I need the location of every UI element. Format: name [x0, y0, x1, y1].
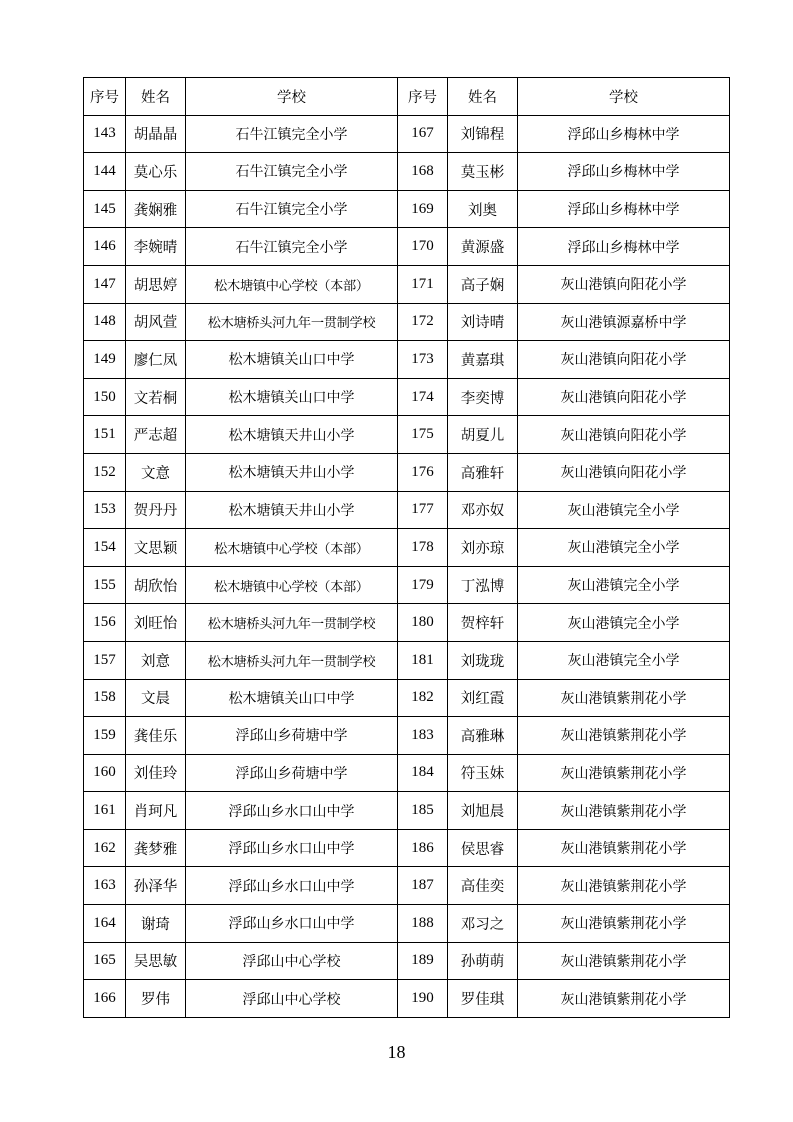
table-row [84, 980, 730, 1018]
cell-name-right: 莫玉彬 [448, 153, 518, 191]
cell-school-right: 灰山港镇紫荆花小学 [518, 867, 730, 905]
cell-school-left: 石牛江镇完全小学 [186, 190, 398, 228]
cell-school-left: 石牛江镇完全小学 [186, 228, 398, 266]
cell-seq-left: 152 [84, 453, 126, 491]
cell-name-right: 高佳奕 [448, 867, 518, 905]
cell-name-left: 贺丹丹 [126, 491, 186, 529]
table-row [84, 153, 730, 191]
cell-name-right: 刘亦琼 [448, 529, 518, 567]
header-row [84, 78, 730, 116]
cell-seq-left: 166 [84, 980, 126, 1018]
cell-name-right: 高雅轩 [448, 453, 518, 491]
cell-seq-right: 171 [398, 265, 448, 303]
cell-name-left: 龚娴雅 [126, 190, 186, 228]
cell-school-right: 浮邱山乡梅林中学 [518, 228, 730, 266]
cell-school-right: 灰山港镇紫荆花小学 [518, 980, 730, 1018]
cell-name-right: 丁泓博 [448, 566, 518, 604]
cell-school-left: 松木塘镇中心学校（本部） [186, 566, 398, 604]
roster-body [84, 115, 730, 1017]
cell-school-left: 石牛江镇完全小学 [186, 115, 398, 153]
cell-name-right: 刘锦程 [448, 115, 518, 153]
table-row [84, 566, 730, 604]
cell-school-right: 灰山港镇紫荆花小学 [518, 792, 730, 830]
table-row [84, 453, 730, 491]
table-row [84, 867, 730, 905]
cell-seq-left: 162 [84, 829, 126, 867]
cell-seq-right: 172 [398, 303, 448, 341]
cell-school-right: 灰山港镇向阳花小学 [518, 378, 730, 416]
cell-seq-left: 144 [84, 153, 126, 191]
cell-school-left: 松木塘镇中心学校（本部） [186, 529, 398, 567]
cell-name-left: 胡欣怡 [126, 566, 186, 604]
cell-seq-right: 190 [398, 980, 448, 1018]
cell-name-left: 廖仁凤 [126, 341, 186, 379]
cell-seq-right: 184 [398, 754, 448, 792]
header-seq-right: 序号 [398, 78, 448, 116]
cell-school-left: 松木塘桥头河九年一贯制学校 [186, 303, 398, 341]
cell-name-left: 莫心乐 [126, 153, 186, 191]
cell-school-left: 松木塘镇天井山小学 [186, 416, 398, 454]
cell-seq-right: 183 [398, 717, 448, 755]
cell-school-right: 灰山港镇向阳花小学 [518, 341, 730, 379]
table-row [84, 942, 730, 980]
cell-name-left: 龚佳乐 [126, 717, 186, 755]
page-number: 18 [387, 1042, 406, 1062]
header-school-left: 学校 [186, 78, 398, 116]
cell-seq-right: 182 [398, 679, 448, 717]
cell-school-left: 浮邱山乡荷塘中学 [186, 717, 398, 755]
cell-name-right: 刘诗晴 [448, 303, 518, 341]
table-row [84, 190, 730, 228]
cell-seq-right: 174 [398, 378, 448, 416]
cell-name-right: 罗佳琪 [448, 980, 518, 1018]
cell-seq-left: 161 [84, 792, 126, 830]
cell-seq-right: 176 [398, 453, 448, 491]
cell-seq-left: 153 [84, 491, 126, 529]
cell-name-right: 黄嘉琪 [448, 341, 518, 379]
table-row [84, 717, 730, 755]
cell-school-right: 灰山港镇紫荆花小学 [518, 829, 730, 867]
roster-table [83, 77, 730, 1018]
cell-name-right: 刘旭晨 [448, 792, 518, 830]
cell-seq-left: 145 [84, 190, 126, 228]
cell-name-right: 贺梓轩 [448, 604, 518, 642]
cell-seq-left: 156 [84, 604, 126, 642]
cell-seq-left: 157 [84, 641, 126, 679]
cell-seq-left: 158 [84, 679, 126, 717]
cell-school-right: 灰山港镇向阳花小学 [518, 416, 730, 454]
cell-name-left: 刘旺怡 [126, 604, 186, 642]
cell-seq-left: 147 [84, 265, 126, 303]
cell-school-right: 灰山港镇向阳花小学 [518, 265, 730, 303]
cell-school-right: 灰山港镇紫荆花小学 [518, 679, 730, 717]
cell-school-left: 松木塘镇关山口中学 [186, 679, 398, 717]
table-row [84, 905, 730, 943]
cell-name-left: 刘意 [126, 641, 186, 679]
cell-school-left: 浮邱山乡水口山中学 [186, 867, 398, 905]
cell-school-left: 浮邱山乡荷塘中学 [186, 754, 398, 792]
cell-school-left: 松木塘镇天井山小学 [186, 453, 398, 491]
header-school-right: 学校 [518, 78, 730, 116]
table-row [84, 303, 730, 341]
cell-seq-right: 188 [398, 905, 448, 943]
cell-name-left: 李婉晴 [126, 228, 186, 266]
cell-seq-left: 163 [84, 867, 126, 905]
cell-seq-left: 149 [84, 341, 126, 379]
cell-school-left: 浮邱山中心学校 [186, 942, 398, 980]
table-row [84, 228, 730, 266]
cell-name-right: 邓亦奴 [448, 491, 518, 529]
table-row [84, 641, 730, 679]
cell-seq-left: 164 [84, 905, 126, 943]
cell-name-left: 罗伟 [126, 980, 186, 1018]
table-row [84, 378, 730, 416]
table-row [84, 416, 730, 454]
cell-name-left: 谢琦 [126, 905, 186, 943]
cell-seq-right: 189 [398, 942, 448, 980]
cell-name-right: 高子娴 [448, 265, 518, 303]
table-row [84, 529, 730, 567]
cell-school-left: 松木塘镇关山口中学 [186, 341, 398, 379]
cell-seq-left: 155 [84, 566, 126, 604]
header-name-left: 姓名 [126, 78, 186, 116]
cell-school-right: 灰山港镇向阳花小学 [518, 453, 730, 491]
cell-seq-right: 170 [398, 228, 448, 266]
cell-name-left: 严志超 [126, 416, 186, 454]
table-row [84, 829, 730, 867]
cell-school-right: 浮邱山乡梅林中学 [518, 115, 730, 153]
cell-name-left: 文晨 [126, 679, 186, 717]
cell-seq-right: 167 [398, 115, 448, 153]
cell-name-right: 高雅琳 [448, 717, 518, 755]
cell-seq-right: 173 [398, 341, 448, 379]
cell-seq-left: 146 [84, 228, 126, 266]
cell-school-left: 浮邱山乡水口山中学 [186, 829, 398, 867]
cell-school-left: 松木塘镇天井山小学 [186, 491, 398, 529]
cell-name-left: 孙泽华 [126, 867, 186, 905]
cell-school-right: 灰山港镇完全小学 [518, 641, 730, 679]
cell-seq-right: 179 [398, 566, 448, 604]
table-row [84, 265, 730, 303]
cell-name-left: 胡晶晶 [126, 115, 186, 153]
cell-name-left: 刘佳玲 [126, 754, 186, 792]
table-row [84, 604, 730, 642]
cell-seq-right: 177 [398, 491, 448, 529]
table-row [84, 679, 730, 717]
cell-seq-right: 187 [398, 867, 448, 905]
cell-school-right: 灰山港镇完全小学 [518, 566, 730, 604]
cell-seq-left: 165 [84, 942, 126, 980]
cell-school-left: 松木塘镇中心学校（本部） [186, 265, 398, 303]
cell-school-left: 松木塘镇关山口中学 [186, 378, 398, 416]
cell-name-right: 邓习之 [448, 905, 518, 943]
cell-name-left: 肖珂凡 [126, 792, 186, 830]
cell-seq-left: 160 [84, 754, 126, 792]
cell-name-right: 孙萌萌 [448, 942, 518, 980]
cell-name-left: 文意 [126, 453, 186, 491]
table-row [84, 754, 730, 792]
cell-seq-left: 151 [84, 416, 126, 454]
cell-school-left: 石牛江镇完全小学 [186, 153, 398, 191]
cell-seq-right: 175 [398, 416, 448, 454]
cell-seq-left: 150 [84, 378, 126, 416]
cell-name-left: 吴思敏 [126, 942, 186, 980]
cell-school-left: 浮邱山中心学校 [186, 980, 398, 1018]
cell-seq-left: 143 [84, 115, 126, 153]
cell-name-left: 文若桐 [126, 378, 186, 416]
cell-name-right: 刘红霞 [448, 679, 518, 717]
cell-school-right: 灰山港镇紫荆花小学 [518, 754, 730, 792]
cell-school-right: 灰山港镇源嘉桥中学 [518, 303, 730, 341]
cell-school-left: 浮邱山乡水口山中学 [186, 792, 398, 830]
cell-school-left: 松木塘桥头河九年一贯制学校 [186, 641, 398, 679]
cell-seq-right: 185 [398, 792, 448, 830]
header-name-right: 姓名 [448, 78, 518, 116]
cell-school-left: 松木塘桥头河九年一贯制学校 [186, 604, 398, 642]
cell-name-right: 胡夏儿 [448, 416, 518, 454]
header-seq-left: 序号 [84, 78, 126, 116]
cell-school-left: 浮邱山乡水口山中学 [186, 905, 398, 943]
cell-school-right: 灰山港镇完全小学 [518, 529, 730, 567]
table-row [84, 341, 730, 379]
cell-seq-left: 159 [84, 717, 126, 755]
cell-name-left: 文思颖 [126, 529, 186, 567]
cell-school-right: 灰山港镇紫荆花小学 [518, 717, 730, 755]
cell-name-right: 刘珑珑 [448, 641, 518, 679]
cell-school-right: 灰山港镇完全小学 [518, 491, 730, 529]
cell-name-right: 符玉妹 [448, 754, 518, 792]
cell-name-right: 黄源盛 [448, 228, 518, 266]
table-row [84, 491, 730, 529]
cell-seq-right: 186 [398, 829, 448, 867]
cell-seq-right: 168 [398, 153, 448, 191]
cell-school-right: 浮邱山乡梅林中学 [518, 153, 730, 191]
cell-name-right: 侯思睿 [448, 829, 518, 867]
cell-seq-left: 154 [84, 529, 126, 567]
cell-name-left: 胡思婷 [126, 265, 186, 303]
cell-seq-right: 178 [398, 529, 448, 567]
table-row [84, 792, 730, 830]
cell-school-right: 灰山港镇紫荆花小学 [518, 905, 730, 943]
cell-seq-right: 169 [398, 190, 448, 228]
cell-seq-left: 148 [84, 303, 126, 341]
cell-name-left: 胡风萱 [126, 303, 186, 341]
cell-school-right: 灰山港镇紫荆花小学 [518, 942, 730, 980]
table-row [84, 115, 730, 153]
cell-school-right: 灰山港镇完全小学 [518, 604, 730, 642]
cell-name-right: 刘奥 [448, 190, 518, 228]
cell-seq-right: 181 [398, 641, 448, 679]
cell-name-right: 李奕博 [448, 378, 518, 416]
cell-school-right: 浮邱山乡梅林中学 [518, 190, 730, 228]
cell-name-left: 龚梦雅 [126, 829, 186, 867]
cell-seq-right: 180 [398, 604, 448, 642]
